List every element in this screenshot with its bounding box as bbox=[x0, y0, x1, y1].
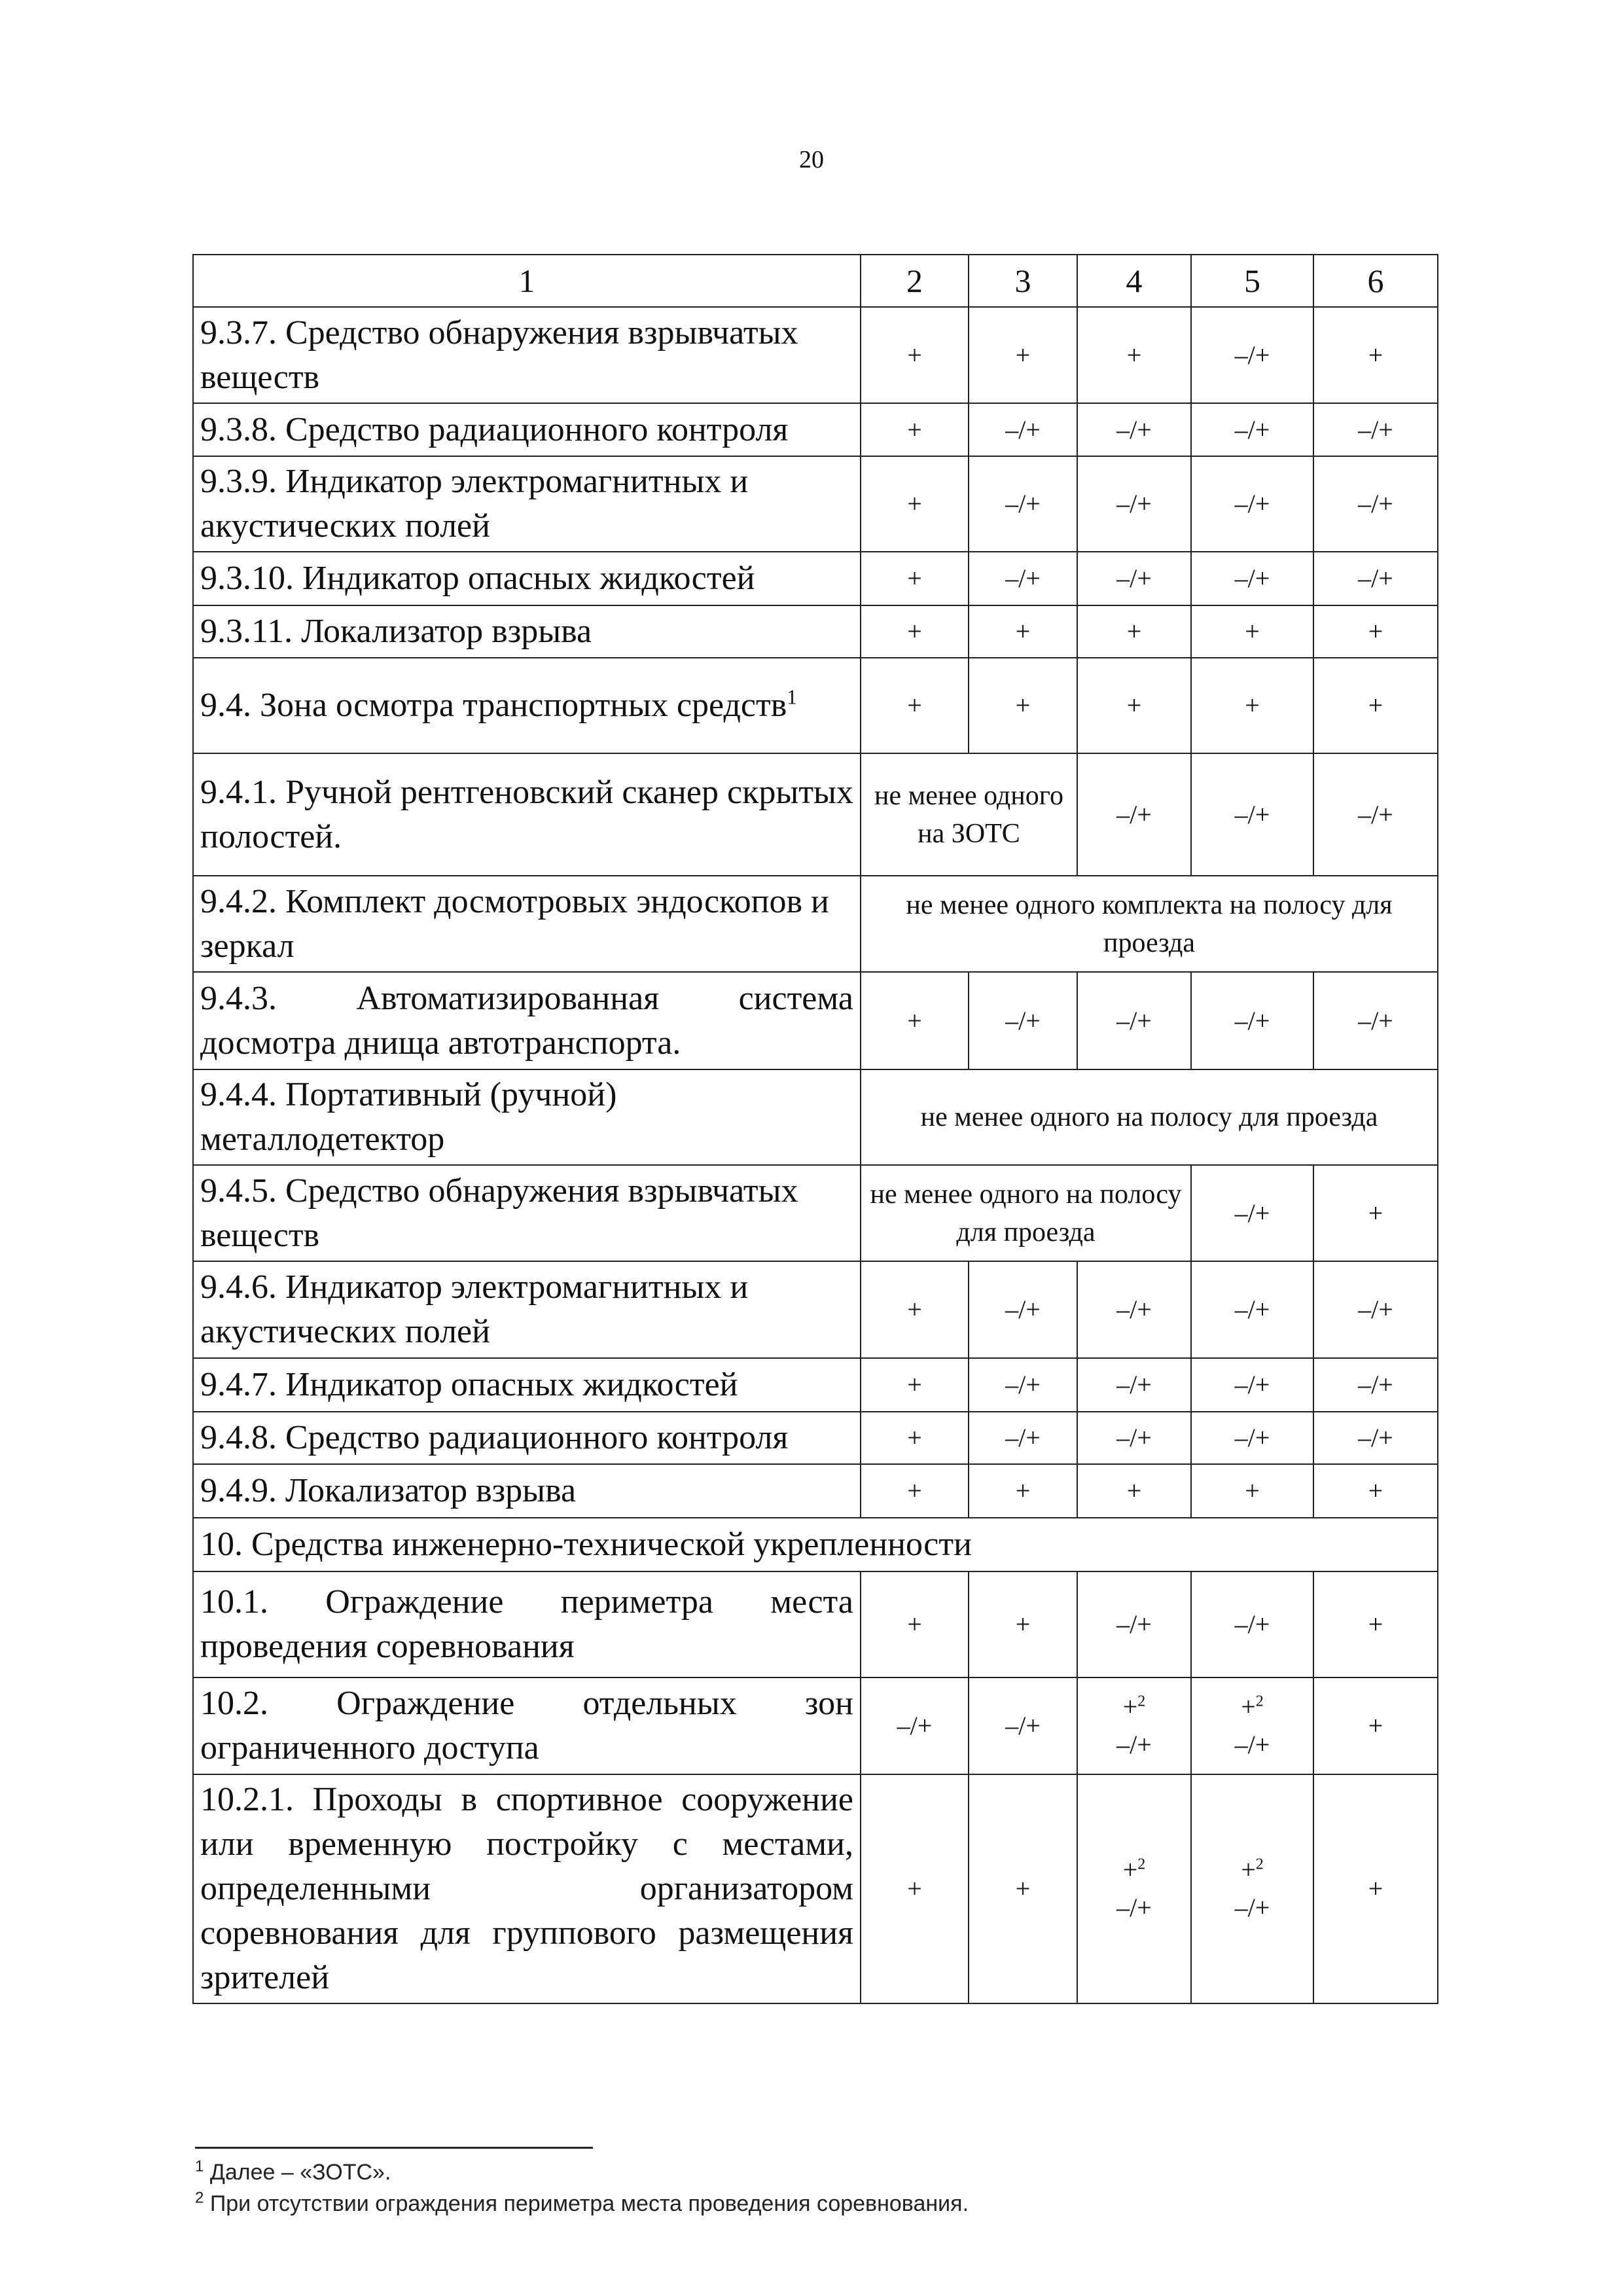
section-row bbox=[193, 1518, 1438, 1571]
cell-col-6: –/+ bbox=[1313, 1358, 1438, 1412]
cell-col-4 bbox=[1077, 1677, 1191, 1774]
row-name: 9.4.1. Ручной рентгеновский сканер скрытых полостей. bbox=[193, 753, 861, 876]
cell-col-6: + bbox=[1313, 1464, 1438, 1518]
footnote-ref: 2 bbox=[1255, 1856, 1264, 1873]
cell-col-4: –/+ bbox=[1077, 1571, 1191, 1677]
table-row bbox=[193, 307, 1438, 403]
row-name: 9.4.3. Автоматизированная система досмотра днища автотранспорта. bbox=[193, 972, 861, 1069]
table-row bbox=[193, 1069, 1438, 1165]
page-number: 20 bbox=[799, 146, 824, 173]
cell-top-value bbox=[1192, 1851, 1313, 1889]
table-row bbox=[193, 1412, 1438, 1464]
cell-col-5: –/+ bbox=[1191, 307, 1313, 403]
cell-top-value bbox=[1078, 1851, 1190, 1889]
table-row bbox=[193, 1774, 1438, 2003]
row-name: 10.2. Ограждение отдельных зон ограниченного доступа bbox=[193, 1677, 861, 1774]
footnote-2 bbox=[195, 2191, 969, 2217]
cell-col-5: –/+ bbox=[1191, 1261, 1313, 1358]
cell-col-5: –/+ bbox=[1191, 972, 1313, 1069]
cell-col-5: + bbox=[1191, 605, 1313, 658]
cell-col-6: –/+ bbox=[1313, 1261, 1438, 1358]
table-row bbox=[193, 552, 1438, 605]
cell-col-2: + bbox=[861, 403, 969, 456]
cell-col-4: –/+ bbox=[1077, 456, 1191, 552]
table-row bbox=[193, 658, 1438, 753]
cell-col-2: + bbox=[861, 1571, 969, 1677]
cell-col-5: –/+ bbox=[1191, 1358, 1313, 1412]
table-row bbox=[193, 1165, 1438, 1261]
plus-mark: + bbox=[1122, 1855, 1138, 1884]
cell-col-6: –/+ bbox=[1313, 552, 1438, 605]
row-name: 9.3.8. Средство радиационного контроля bbox=[193, 403, 861, 456]
plus-mark: + bbox=[1241, 1855, 1256, 1884]
cell-col-2: + bbox=[861, 1358, 969, 1412]
footnote-number: 2 bbox=[195, 2189, 204, 2207]
footnote-1 bbox=[195, 2157, 391, 2185]
cell-col-4: + bbox=[1077, 658, 1191, 753]
table-row bbox=[193, 403, 1438, 456]
section-heading: 10. Средства инженерно-технической укрепленности bbox=[193, 1518, 1438, 1571]
merged-cell-col-2-4: не менее одного на полосу для проезда bbox=[861, 1165, 1191, 1261]
equipment-table bbox=[192, 254, 1438, 2004]
cell-col-3: –/+ bbox=[969, 456, 1077, 552]
cell-col-2: + bbox=[861, 1774, 969, 2003]
cell-col-4: –/+ bbox=[1077, 552, 1191, 605]
row-name: 9.4.6. Индикатор электромагнитных и акустических полей bbox=[193, 1261, 861, 1358]
cell-col-5: –/+ bbox=[1191, 1571, 1313, 1677]
row-name-text: 9.4. Зона осмотра транспортных средств bbox=[200, 687, 787, 724]
cell-bottom-value: –/+ bbox=[1116, 1893, 1152, 1922]
cell-col-2: + bbox=[861, 1261, 969, 1358]
cell-col-5: –/+ bbox=[1191, 456, 1313, 552]
header-col-4: 4 bbox=[1077, 255, 1191, 307]
cell-col-3: + bbox=[969, 307, 1077, 403]
table-row bbox=[193, 1464, 1438, 1518]
cell-col-5: + bbox=[1191, 1464, 1313, 1518]
footnote-number: 1 bbox=[195, 2157, 204, 2176]
cell-col-6: + bbox=[1313, 605, 1438, 658]
row-name: 9.4.5. Средство обнаружения взрывчатых веществ bbox=[193, 1165, 861, 1261]
row-name: 9.3.10. Индикатор опасных жидкостей bbox=[193, 552, 861, 605]
cell-col-3: –/+ bbox=[969, 1358, 1077, 1412]
cell-col-2: + bbox=[861, 307, 969, 403]
table-row bbox=[193, 972, 1438, 1069]
cell-bottom-value: –/+ bbox=[1116, 1730, 1152, 1759]
cell-col-3: –/+ bbox=[969, 1261, 1077, 1358]
cell-bottom-value: –/+ bbox=[1234, 1893, 1270, 1922]
row-name: 9.4.4. Портативный (ручной) металлодетектор bbox=[193, 1069, 861, 1165]
cell-col-5: –/+ bbox=[1191, 753, 1313, 876]
row-name: 9.4.7. Индикатор опасных жидкостей bbox=[193, 1358, 861, 1412]
cell-col-4: –/+ bbox=[1077, 403, 1191, 456]
cell-col-5 bbox=[1191, 1774, 1313, 2003]
cell-col-4: –/+ bbox=[1077, 1358, 1191, 1412]
cell-col-2: + bbox=[861, 552, 969, 605]
footnote-text: При отсутствии ограждения периметра места проведения соревнования. bbox=[209, 2191, 969, 2216]
cell-col-4: –/+ bbox=[1077, 753, 1191, 876]
cell-col-5 bbox=[1191, 1677, 1313, 1774]
cell-col-5: –/+ bbox=[1191, 1412, 1313, 1464]
footnote-ref: 2 bbox=[1137, 1693, 1146, 1710]
footnote-ref: 2 bbox=[1137, 1856, 1146, 1873]
cell-col-6: + bbox=[1313, 1677, 1438, 1774]
merged-cell-col-2-6: не менее одного на полосу для проезда bbox=[861, 1069, 1438, 1165]
header-col-1: 1 bbox=[193, 255, 861, 307]
cell-col-4: + bbox=[1077, 605, 1191, 658]
plus-mark: + bbox=[1241, 1692, 1256, 1721]
cell-col-3: + bbox=[969, 1571, 1077, 1677]
cell-col-4: –/+ bbox=[1077, 1261, 1191, 1358]
cell-col-6: + bbox=[1313, 1774, 1438, 2003]
cell-col-3: + bbox=[969, 1464, 1077, 1518]
row-name: 9.4.9. Локализатор взрыва bbox=[193, 1464, 861, 1518]
row-name: 9.4.2. Комплект досмотровых эндоскопов и зеркал bbox=[193, 876, 861, 972]
cell-col-5: –/+ bbox=[1191, 552, 1313, 605]
cell-top-value bbox=[1078, 1688, 1190, 1726]
cell-col-4 bbox=[1077, 1774, 1191, 2003]
table-row bbox=[193, 753, 1438, 876]
row-name: 10.2.1. Проходы в спортивное сооружение или временную постройку с местами, определенными организатором соревнования для группового размещения зрителей bbox=[193, 1774, 861, 2003]
table-row bbox=[193, 1261, 1438, 1358]
header-col-5: 5 bbox=[1191, 255, 1313, 307]
cell-col-4: –/+ bbox=[1077, 972, 1191, 1069]
cell-col-4: –/+ bbox=[1077, 1412, 1191, 1464]
cell-col-6: + bbox=[1313, 658, 1438, 753]
row-name: 9.4.8. Средство радиационного контроля bbox=[193, 1412, 861, 1464]
cell-col-6: –/+ bbox=[1313, 456, 1438, 552]
table-row bbox=[193, 456, 1438, 552]
cell-col-6: –/+ bbox=[1313, 972, 1438, 1069]
row-name: 9.3.9. Индикатор электромагнитных и акустических полей bbox=[193, 456, 861, 552]
cell-col-6: + bbox=[1313, 1165, 1438, 1261]
cell-bottom-value: –/+ bbox=[1234, 1730, 1270, 1759]
cell-col-4: + bbox=[1077, 307, 1191, 403]
cell-col-2: + bbox=[861, 972, 969, 1069]
cell-col-3: –/+ bbox=[969, 1677, 1077, 1774]
footnote-divider bbox=[195, 2147, 593, 2149]
cell-col-3: –/+ bbox=[969, 403, 1077, 456]
row-name: 10.1. Ограждение периметра места проведения соревнования bbox=[193, 1571, 861, 1677]
cell-col-5: –/+ bbox=[1191, 403, 1313, 456]
header-col-3: 3 bbox=[969, 255, 1077, 307]
cell-col-3: + bbox=[969, 605, 1077, 658]
cell-col-6: + bbox=[1313, 1571, 1438, 1677]
plus-mark: + bbox=[1122, 1692, 1138, 1721]
header-col-2: 2 bbox=[861, 255, 969, 307]
cell-col-6: + bbox=[1313, 307, 1438, 403]
footnote-ref: 2 bbox=[1255, 1693, 1264, 1710]
cell-col-4: + bbox=[1077, 1464, 1191, 1518]
cell-col-3: –/+ bbox=[969, 972, 1077, 1069]
cell-col-3: + bbox=[969, 1774, 1077, 2003]
table-row bbox=[193, 876, 1438, 972]
cell-col-2: + bbox=[861, 456, 969, 552]
table-row bbox=[193, 1358, 1438, 1412]
cell-col-5: + bbox=[1191, 658, 1313, 753]
table-row bbox=[193, 605, 1438, 658]
cell-col-3: + bbox=[969, 658, 1077, 753]
cell-col-2: –/+ bbox=[861, 1677, 969, 1774]
table-row bbox=[193, 1571, 1438, 1677]
cell-col-2: + bbox=[861, 658, 969, 753]
cell-col-2: + bbox=[861, 605, 969, 658]
cell-col-2: + bbox=[861, 1412, 969, 1464]
row-name bbox=[193, 658, 861, 753]
table-row bbox=[193, 1677, 1438, 1774]
footnote-text: Далее – «ЗОТС». bbox=[209, 2160, 391, 2185]
merged-cell-col-2-6: не менее одного комплекта на полосу для проезда bbox=[861, 876, 1438, 972]
cell-col-6: –/+ bbox=[1313, 753, 1438, 876]
row-name: 9.3.7. Средство обнаружения взрывчатых веществ bbox=[193, 307, 861, 403]
row-name: 9.3.11. Локализатор взрыва bbox=[193, 605, 861, 658]
cell-col-3: –/+ bbox=[969, 1412, 1077, 1464]
cell-col-3: –/+ bbox=[969, 552, 1077, 605]
merged-cell-col-2-3: не менее одного на ЗОТС bbox=[861, 753, 1077, 876]
footnote-ref: 1 bbox=[787, 685, 797, 709]
cell-col-6: –/+ bbox=[1313, 1412, 1438, 1464]
cell-col-2: + bbox=[861, 1464, 969, 1518]
header-col-6: 6 bbox=[1313, 255, 1438, 307]
cell-top-value bbox=[1192, 1688, 1313, 1726]
cell-col-6: –/+ bbox=[1313, 403, 1438, 456]
cell-col-5: –/+ bbox=[1191, 1165, 1313, 1261]
table-header-row bbox=[193, 255, 1438, 307]
